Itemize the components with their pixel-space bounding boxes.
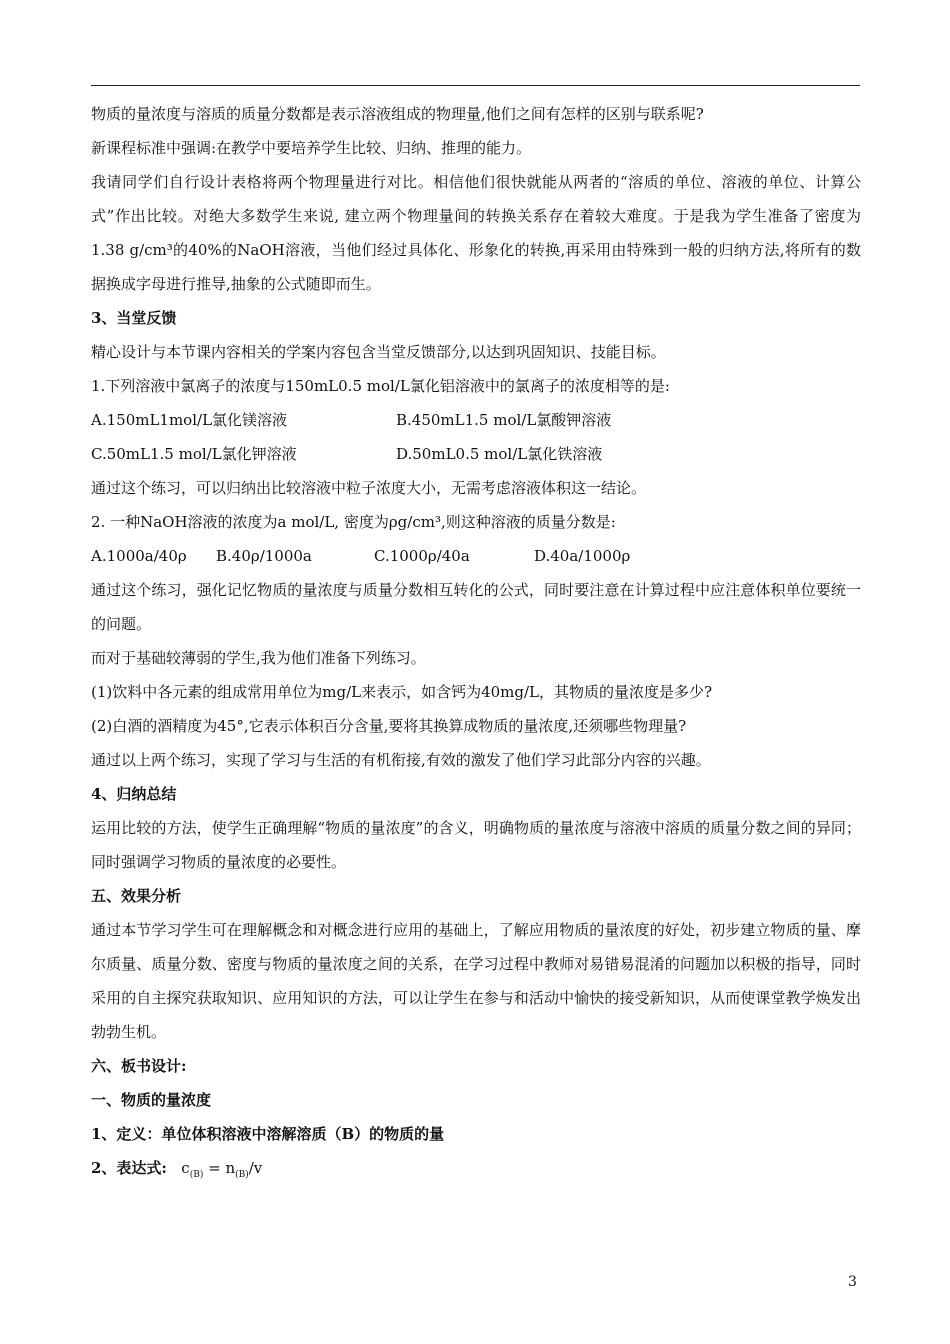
paragraph: 通过这个练习，可以归纳出比较溶液中粒子浓度大小，无需考虑溶液体积这一结论。 (91, 479, 647, 497)
paragraph: 运用比较的方法，使学生正确理解“物质的量浓度”的含义，明确物质的量浓度与溶液中溶质的质量分数之间的异同；同时强调学习物质的量浓度的必要性。 (91, 819, 861, 871)
paragraph: 新课程标准中强调:在教学中要培养学生比较、归纳、推理的能力。 (91, 139, 532, 157)
option: D.40a/1000ρ (534, 547, 631, 565)
option: D.50mL0.5 mol/L氯化铁溶液 (396, 445, 603, 463)
exercise: (1)饮料中各元素的组成常用单位为mg/L来表示，如含钙为40mg/L，其物质的量浓度是多少? (91, 683, 713, 701)
section-heading: 五、效果分析 (91, 887, 182, 905)
paragraph: 精心设计与本节课内容相关的学案内容包含当堂反馈部分,以达到巩固知识、技能目标。 (91, 343, 666, 361)
expression-c: c (181, 1159, 190, 1177)
board-definition: 1、定义：单位体积溶液中溶解溶质（B）的物质的量 (91, 1125, 445, 1143)
option: A.1000a/40ρ (91, 547, 187, 565)
option-row (91, 403, 861, 437)
expression-eq: = n (203, 1159, 236, 1177)
paragraph: 而对于基础较薄弱的学生,我为他们准备下列练习。 (91, 649, 426, 667)
paragraph: 物质的量浓度与溶质的质量分数都是表示溶液组成的物理量,他们之间有怎样的区别与联系呢? (91, 105, 704, 123)
board-expression (91, 1151, 861, 1192)
expression-sub-n: (B) (235, 1170, 249, 1180)
option: C.1000ρ/40a (374, 547, 470, 565)
section-heading: 六、板书设计: (91, 1057, 187, 1075)
option: C.50mL1.5 mol/L氯化钾溶液 (91, 445, 297, 463)
board-heading: 一、物质的量浓度 (91, 1091, 212, 1109)
expression-sub-c: (B) (189, 1170, 204, 1180)
document-body (91, 97, 861, 1192)
paragraph: 我请同学们自行设计表格将两个物理量进行对比。相信他们很快就能从两者的“溶质的单位、溶液的单位、计算公式”作出比较。对绝大多数学生来说, 建立两个物理量间的转换关系存在着较大难度。于是我为学生准备了密度为1.38 g/cm³的40%的NaOH溶液，当他们经过具体化、形象化的转换,再采用由特殊到一般的归纳方法,将所有的数据换成字母进行推导,抽象的公式随即而生。 (91, 173, 861, 293)
option: A.150mL1mol/L氯化镁溶液 (91, 411, 288, 429)
section-heading: 3、当堂反馈 (91, 309, 177, 327)
expression-tail: /v (248, 1159, 263, 1177)
option: B.40ρ/1000a (216, 547, 312, 565)
question-stem: 2. 一种NaOH溶液的浓度为a mol/L, 密度为ρg/cm³,则这种溶液的质量分数是: (91, 513, 616, 531)
expression-label: 2、表达式: (91, 1159, 167, 1177)
option-row (91, 437, 861, 471)
page-number: 3 (848, 1274, 857, 1290)
paragraph: 通过这个练习，强化记忆物质的量浓度与质量分数相互转化的公式，同时要注意在计算过程中应注意体积单位要统一的问题。 (91, 581, 861, 633)
exercise: (2)白酒的酒精度为45°,它表示体积百分含量,要将其换算成物质的量浓度,还须哪些物理量? (91, 717, 687, 735)
question-stem: 1.下列溶液中氯离子的浓度与150mL0.5 mol/L氯化铝溶液中的氯离子的浓度相等的是: (91, 377, 670, 395)
section-heading: 4、归纳总结 (91, 785, 177, 803)
paragraph: 通过本节学习学生可在理解概念和对概念进行应用的基础上，了解应用物质的量浓度的好处，初步建立物质的量、摩尔质量、质量分数、密度与物质的量浓度之间的关系，在学习过程中教师对易错易混淆的问题加以积极的指导，同时采用的自主探究获取知识、应用知识的方法，可以让学生在参与和活动中愉快的接受新知识，从而使课堂教学焕发出勃勃生机。 (91, 921, 861, 1041)
header-rule (91, 85, 860, 86)
option-row (91, 539, 861, 573)
option: B.450mL1.5 mol/L氯酸钾溶液 (396, 411, 612, 429)
paragraph: 通过以上两个练习，实现了学习与生活的有机衔接,有效的激发了他们学习此部分内容的兴趣。 (91, 751, 711, 769)
